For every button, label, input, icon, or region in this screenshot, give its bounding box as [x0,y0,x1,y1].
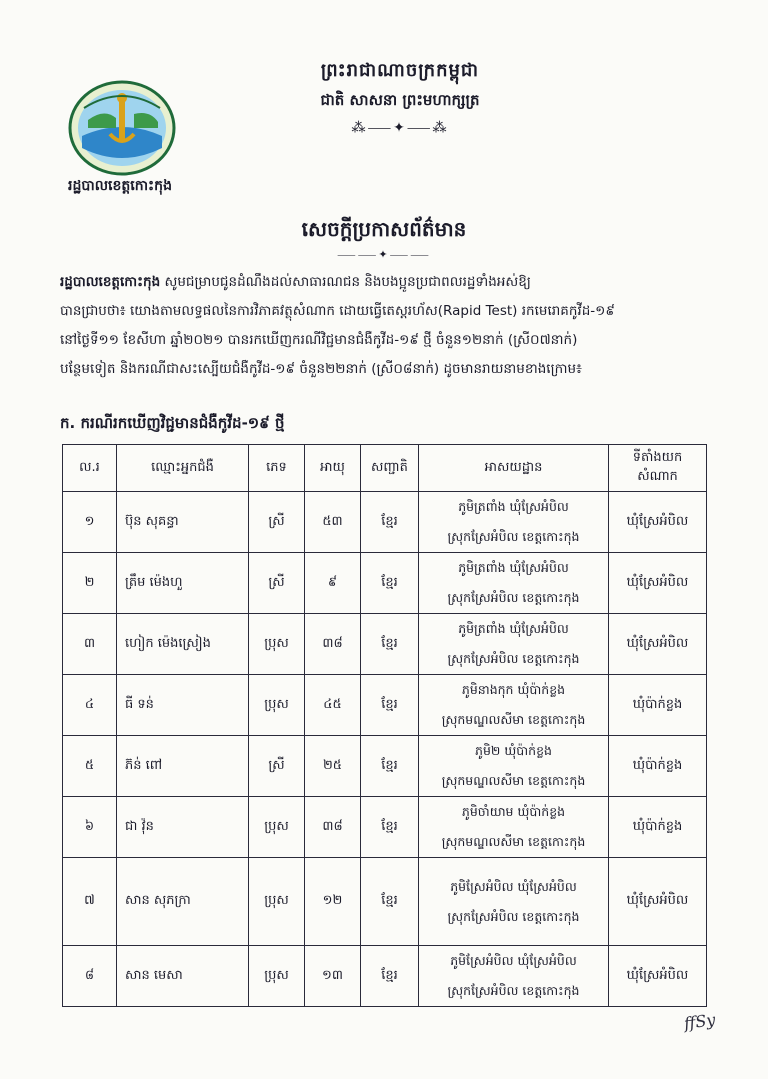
table-row [63,858,707,946]
address-line: ស្រុកមណ្ឌលសីមា ខេត្តកោះកុង [441,834,586,849]
cell-nationality: ខ្មែរ [361,675,419,736]
address-line: ស្រុកស្រែអំបិល ខេត្តកោះកុង [447,529,580,544]
intro-paragraph [60,268,710,384]
cell-sex: ប្រុស [249,946,305,1007]
header-nationality: សញ្ជាតិ [361,445,419,492]
cell-address [419,614,609,675]
cell-sex: ប្រុស [249,797,305,858]
cell-age: ៩ [305,553,361,614]
cell-sex: ប្រុស [249,675,305,736]
signature: ffSy [682,1009,717,1034]
cases-table [62,444,707,1007]
address-line: ភូមិនាងកុក ឃុំប៉ាក់ខ្លង [461,682,566,697]
table-row [63,736,707,797]
cell-address [419,797,609,858]
cell-age: ១៣ [305,946,361,1007]
cell-sample-site: ឃុំប៉ាក់ខ្លង [609,736,707,797]
cell-name: ធី ទន់ [117,675,249,736]
address-line: ភូមិស្រែអំបិល ឃុំស្រែអំបិល [450,953,577,968]
cell-sex: ស្រី [249,492,305,553]
cell-address [419,492,609,553]
cell-name: សាន សុភក្រា [117,858,249,946]
cell-sample-site: ឃុំស្រែអំបិល [609,614,707,675]
address-line: ស្រុកស្រែអំបិល ខេត្តកោះកុង [447,983,580,998]
cell-age: ១២ [305,858,361,946]
header-address: អាសយដ្ឋាន [419,445,609,492]
kingdom-title: ព្រះរាជាណាចក្រកម្ពុជា [320,60,480,81]
cell-no: ៤ [63,675,117,736]
cell-nationality: ខ្មែរ [361,946,419,1007]
table-row [63,946,707,1007]
cell-name: ប៊ុន សុគន្ធា [117,492,249,553]
header-name: ឈ្មោះអ្នកជំងឺ [117,445,249,492]
cell-sample-site: ឃុំប៉ាក់ខ្លង [609,797,707,858]
header-sample-site: ទីតាំងយក សំណាក [609,445,707,492]
cell-sample-site: ឃុំស្រែអំបិល [609,946,707,1007]
document-title: សេចក្តីប្រកាសព័ត៌មាន [301,217,467,241]
cell-age: ២៥ [305,736,361,797]
cell-name: ជា វ៉ុន [117,797,249,858]
cell-name: ហៀក ម៉េងស្រៀង [117,614,249,675]
cell-address [419,736,609,797]
cell-no: ៣ [63,614,117,675]
provincial-seal-logo [64,78,180,178]
address-line: ភូមិស្រែអំបិល ឃុំស្រែអំបិល [450,878,577,894]
intro-lead: រដ្ឋបាលខេត្តកោះកុង [60,274,161,290]
cell-sample-site: ឃុំប៉ាក់ខ្លង [609,675,707,736]
cell-no: ៥ [63,736,117,797]
address-line: ភូមិត្រពាំង ឃុំស្រែអំបិល [458,499,569,514]
cell-sex: ស្រី [249,736,305,797]
cell-age: ៣៨ [305,614,361,675]
address-line: ភូមិត្រពាំង ឃុំស្រែអំបិល [458,621,569,636]
table-row [63,797,707,858]
section-title: ក. ករណីរកឃើញវិជ្ជមានជំងឺកូវីដ-១៩ ថ្មី [60,414,285,432]
cell-no: ៦ [63,797,117,858]
cell-nationality: ខ្មែរ [361,553,419,614]
header-ornament: ⁂⸺✦⸺⁂ [351,120,449,136]
cell-sample-site: ឃុំស្រែអំបិល [609,492,707,553]
address-line: ស្រុកស្រែអំបិល ខេត្តកោះកុង [447,651,580,666]
cell-name: សាន មេសា [117,946,249,1007]
cell-no: ១ [63,492,117,553]
address-line: ស្រុកមណ្ឌលសីមា ខេត្តកោះកុង [441,773,586,788]
cell-no: ២ [63,553,117,614]
address-line: ស្រុកស្រែអំបិល ខេត្តកោះកុង [447,908,580,924]
kingdom-header [270,58,530,137]
header-sex: ភេទ [249,445,305,492]
address-line: ភូមិ២ ឃុំប៉ាក់ខ្លង [475,743,552,758]
intro-line-1: សូមជម្រាបជូនដំណឹងដល់សាធារណជន និងបងប្អូនប្រជាពលរដ្ឋទាំងអស់ឱ្យ [160,274,531,290]
cell-sex: ប្រុស [249,614,305,675]
address-line: ស្រុកស្រែអំបិល ខេត្តកោះកុង [447,590,580,605]
cell-age: ៥៣ [305,492,361,553]
header-age: អាយុ [305,445,361,492]
cell-age: ៤៥ [305,675,361,736]
cell-name: ត្រឹម ម៉េងហួ [117,553,249,614]
cell-sex: ប្រុស [249,858,305,946]
table-row [63,553,707,614]
cell-address [419,946,609,1007]
cell-nationality: ខ្មែរ [361,858,419,946]
address-line: ស្រុកមណ្ឌលសីមា ខេត្តកោះកុង [441,712,586,727]
cell-address [419,858,609,946]
address-line: ភូមិត្រពាំង ឃុំស្រែអំបិល [458,560,569,575]
title-ornament: ⸺⸺✦⸺⸺ [337,248,431,261]
cell-sample-site: ឃុំស្រែអំបិល [609,553,707,614]
admin-name: រដ្ឋបាលខេត្តកោះកុង [68,178,172,194]
cell-sex: ស្រី [249,553,305,614]
table-header-row [63,445,707,492]
intro-line-3: នៅថ្ងៃទី១១ ខែសីហា ឆ្នាំ២០២១ បានរកឃើញករណីវិជ្ជមានជំងឺកូវីដ-១៩ ថ្មី ចំនួន១២នាក់ (ស្រី០៧នាក់) [60,332,578,348]
cell-name: ភ៊ន់ ពៅ [117,736,249,797]
intro-line-4: បន្ថែមទៀត និងករណីជាសះស្បើយជំងឺកូវីដ-១៩ ចំនួន២២នាក់ (ស្រី០៨នាក់) ដូចមានរាយនាមខាងក្រោម៖ [60,361,582,377]
cell-sample-site: ឃុំស្រែអំបិល [609,858,707,946]
table-row [63,492,707,553]
cell-nationality: ខ្មែរ [361,736,419,797]
national-motto: ជាតិ សាសនា ព្រះមហាក្សត្រ [320,91,480,109]
cell-nationality: ខ្មែរ [361,492,419,553]
table-row [63,614,707,675]
cell-address [419,553,609,614]
table-row [63,675,707,736]
cell-nationality: ខ្មែរ [361,797,419,858]
intro-line-2: បានជ្រាបថា៖ យោងតាមលទ្ធផលនៃការវិភាគវត្ថុសំណាក ដោយធ្វើតេស្តរហ័ស(Rapid Test) រកមេរោគកូវីដ-១៩ [60,303,615,319]
cell-no: ៧ [63,858,117,946]
cell-nationality: ខ្មែរ [361,614,419,675]
cell-age: ៣៨ [305,797,361,858]
cell-address [419,675,609,736]
address-line: ភូមិចាំយាម ឃុំប៉ាក់ខ្លង [461,804,566,819]
cell-no: ៨ [63,946,117,1007]
header-no: ល.រ [63,445,117,492]
